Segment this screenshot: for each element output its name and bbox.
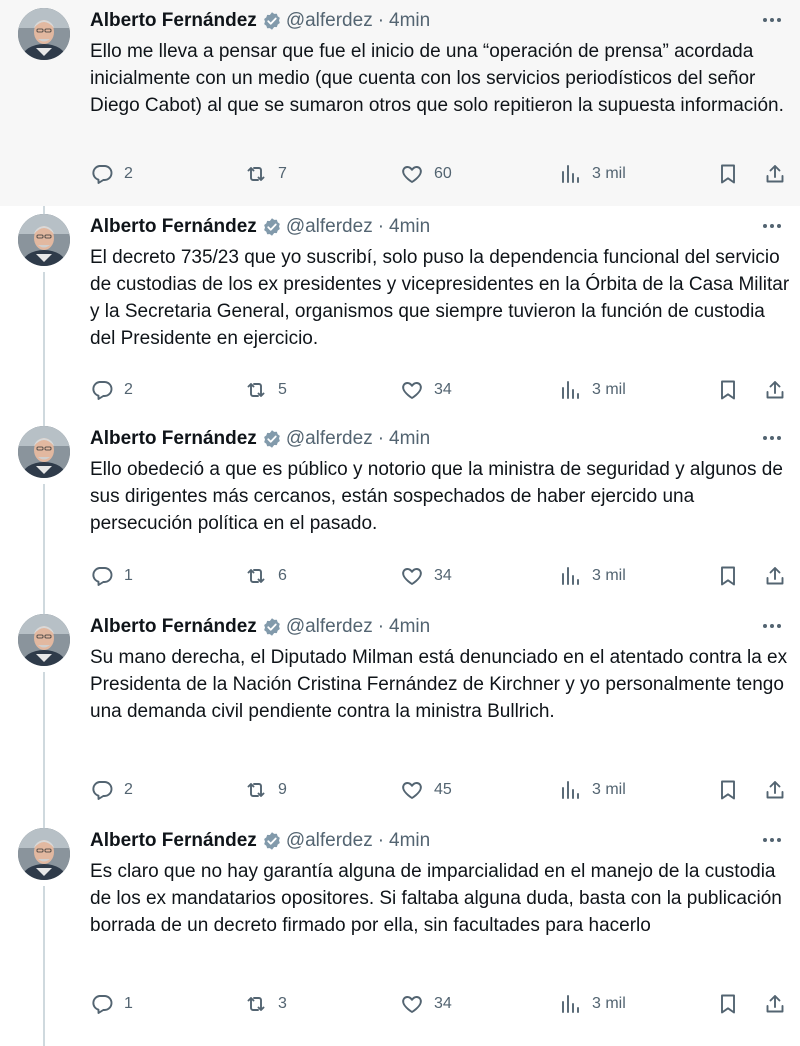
retweet-icon xyxy=(244,564,268,588)
more-dots-icon[interactable] xyxy=(760,830,784,850)
author-name[interactable]: Alberto Fernández xyxy=(90,830,257,851)
tweet-text: El decreto 735/23 que yo suscribí, solo puso la dependencia funcional del servicio de custodias de los ex presidentes y vicepresidentes en la Órbita de la Casa Militar y la Secretaria General, organismos que siempre tuvieron la función de custodia del Presidente en ejercicio. xyxy=(90,247,790,349)
reply-bubble-icon xyxy=(90,378,114,402)
views-button[interactable] xyxy=(558,160,626,188)
reply-button[interactable] xyxy=(90,376,133,404)
tweet[interactable] xyxy=(0,606,800,820)
tweet-header xyxy=(90,614,430,640)
header-separator: · xyxy=(377,428,385,449)
post-time[interactable]: 4min xyxy=(389,830,431,851)
post-time[interactable]: 4min xyxy=(389,216,431,237)
like-count: 60 xyxy=(434,165,452,182)
share-icon xyxy=(763,992,787,1016)
like-count: 45 xyxy=(434,781,452,798)
post-time[interactable]: 4min xyxy=(389,428,431,449)
tweet-header xyxy=(90,8,430,34)
more-dots-icon[interactable] xyxy=(760,216,784,236)
reply-count: 1 xyxy=(124,995,133,1012)
retweet-icon xyxy=(244,162,268,186)
bookmark-button[interactable] xyxy=(716,376,740,404)
header-separator: · xyxy=(377,216,385,237)
retweet-icon xyxy=(244,778,268,802)
tweet-header xyxy=(90,828,430,854)
retweet-icon xyxy=(244,992,268,1016)
retweet-button[interactable] xyxy=(244,376,287,404)
reply-button[interactable] xyxy=(90,160,133,188)
views-bars-icon xyxy=(558,162,582,186)
bookmark-button[interactable] xyxy=(716,562,740,590)
tweet[interactable] xyxy=(0,0,800,206)
like-count: 34 xyxy=(434,995,452,1012)
reply-bubble-icon xyxy=(90,992,114,1016)
bookmark-icon xyxy=(716,992,740,1016)
tweet-header xyxy=(90,426,430,452)
views-button[interactable] xyxy=(558,562,626,590)
more-dots-icon[interactable] xyxy=(760,616,784,636)
reply-button[interactable] xyxy=(90,776,133,804)
view-count: 3 mil xyxy=(592,165,626,182)
post-time[interactable]: 4min xyxy=(389,10,431,31)
more-dots-icon[interactable] xyxy=(760,428,784,448)
action-bar xyxy=(86,376,796,404)
retweet-count: 7 xyxy=(278,165,287,182)
share-button[interactable] xyxy=(763,776,787,804)
avatar[interactable] xyxy=(18,828,70,880)
retweet-count: 3 xyxy=(278,995,287,1012)
view-count: 3 mil xyxy=(592,567,626,584)
share-icon xyxy=(763,162,787,186)
action-bar xyxy=(86,562,796,590)
views-bars-icon xyxy=(558,778,582,802)
like-count: 34 xyxy=(434,567,452,584)
retweet-icon xyxy=(244,378,268,402)
author-name[interactable]: Alberto Fernández xyxy=(90,10,257,31)
author-handle[interactable]: @alferdez xyxy=(285,10,373,31)
reply-bubble-icon xyxy=(90,564,114,588)
author-name[interactable]: Alberto Fernández xyxy=(90,616,257,637)
retweet-button[interactable] xyxy=(244,160,287,188)
avatar[interactable] xyxy=(18,426,70,478)
avatar[interactable] xyxy=(18,214,70,266)
avatar[interactable] xyxy=(18,8,70,60)
bookmark-icon xyxy=(716,778,740,802)
share-icon xyxy=(763,378,787,402)
verified-badge-icon xyxy=(262,217,282,237)
author-handle[interactable]: @alferdez xyxy=(285,616,373,637)
verified-badge-icon xyxy=(262,429,282,449)
retweet-count: 5 xyxy=(278,381,287,398)
view-count: 3 mil xyxy=(592,781,626,798)
post-time[interactable]: 4min xyxy=(389,616,431,637)
reply-bubble-icon xyxy=(90,162,114,186)
views-button[interactable] xyxy=(558,776,626,804)
header-separator: · xyxy=(377,830,385,851)
like-button[interactable] xyxy=(400,990,452,1018)
bookmark-icon xyxy=(716,564,740,588)
bookmark-button[interactable] xyxy=(716,990,740,1018)
tweet-text: Ello me lleva a pensar que fue el inicio de una “operación de prensa” acordada inicialmente con un medio (que cuenta con los servicios periodísticos del señor Diego Cabot) al que se sumaron otros que solo repitieron la supuesta información. xyxy=(90,41,784,116)
reply-bubble-icon xyxy=(90,778,114,802)
retweet-count: 6 xyxy=(278,567,287,584)
tweet-text: Su mano derecha, el Diputado Milman está denunciado en el atentado contra la ex Presidenta de la Nación Cristina Fernández de Kirchner y yo personalmente tengo una demanda civil pendiente contra la ministra Bullrich. xyxy=(90,647,788,722)
retweet-button[interactable] xyxy=(244,562,287,590)
action-bar xyxy=(86,160,796,188)
heart-icon xyxy=(400,992,424,1016)
share-button[interactable] xyxy=(763,376,787,404)
tweet[interactable] xyxy=(0,206,800,418)
reply-button[interactable] xyxy=(90,562,133,590)
reply-count: 2 xyxy=(124,781,133,798)
share-button[interactable] xyxy=(763,160,787,188)
like-button[interactable] xyxy=(400,160,452,188)
header-separator: · xyxy=(377,616,385,637)
views-bars-icon xyxy=(558,378,582,402)
header-separator: · xyxy=(377,10,385,31)
tweet-text: Ello obedeció a que es público y notorio que la ministra de seguridad y algunos de sus dirigentes más cercanos, están sospechados de haber ejercido una persecución política en el pasado. xyxy=(90,459,783,534)
verified-badge-icon xyxy=(262,617,282,637)
reply-count: 1 xyxy=(124,567,133,584)
retweet-button[interactable] xyxy=(244,776,287,804)
action-bar xyxy=(86,990,796,1018)
bookmark-icon xyxy=(716,162,740,186)
view-count: 3 mil xyxy=(592,995,626,1012)
author-name[interactable]: Alberto Fernández xyxy=(90,428,257,449)
bookmark-button[interactable] xyxy=(716,776,740,804)
like-count: 34 xyxy=(434,381,452,398)
share-button[interactable] xyxy=(763,562,787,590)
share-icon xyxy=(763,778,787,802)
author-handle[interactable]: @alferdez xyxy=(285,216,373,237)
like-button[interactable] xyxy=(400,776,452,804)
more-dots-icon[interactable] xyxy=(760,10,784,30)
heart-icon xyxy=(400,378,424,402)
tweet[interactable] xyxy=(0,820,800,1046)
action-bar xyxy=(86,776,796,804)
share-icon xyxy=(763,564,787,588)
bookmark-icon xyxy=(716,378,740,402)
heart-icon xyxy=(400,162,424,186)
bookmark-button[interactable] xyxy=(716,160,740,188)
avatar[interactable] xyxy=(18,614,70,666)
like-button[interactable] xyxy=(400,562,452,590)
tweet[interactable] xyxy=(0,418,800,606)
retweet-count: 9 xyxy=(278,781,287,798)
views-bars-icon xyxy=(558,564,582,588)
heart-icon xyxy=(400,778,424,802)
views-bars-icon xyxy=(558,992,582,1016)
author-handle[interactable]: @alferdez xyxy=(285,830,373,851)
views-button[interactable] xyxy=(558,376,626,404)
tweet-text: Es claro que no hay garantía alguna de imparcialidad en el manejo de la custodia de los ex mandatarios opositores. Si faltaba alguna duda, basta con la publicación borrada de un decreto firmado por ella, sin facultades para hacerlo xyxy=(90,861,782,936)
tweet-header xyxy=(90,214,430,240)
retweet-button[interactable] xyxy=(244,990,287,1018)
like-button[interactable] xyxy=(400,376,452,404)
share-button[interactable] xyxy=(763,990,787,1018)
heart-icon xyxy=(400,564,424,588)
verified-badge-icon xyxy=(262,11,282,31)
reply-count: 2 xyxy=(124,381,133,398)
reply-button[interactable] xyxy=(90,990,133,1018)
author-name[interactable]: Alberto Fernández xyxy=(90,216,257,237)
reply-count: 2 xyxy=(124,165,133,182)
author-handle[interactable]: @alferdez xyxy=(285,428,373,449)
views-button[interactable] xyxy=(558,990,626,1018)
verified-badge-icon xyxy=(262,831,282,851)
view-count: 3 mil xyxy=(592,381,626,398)
